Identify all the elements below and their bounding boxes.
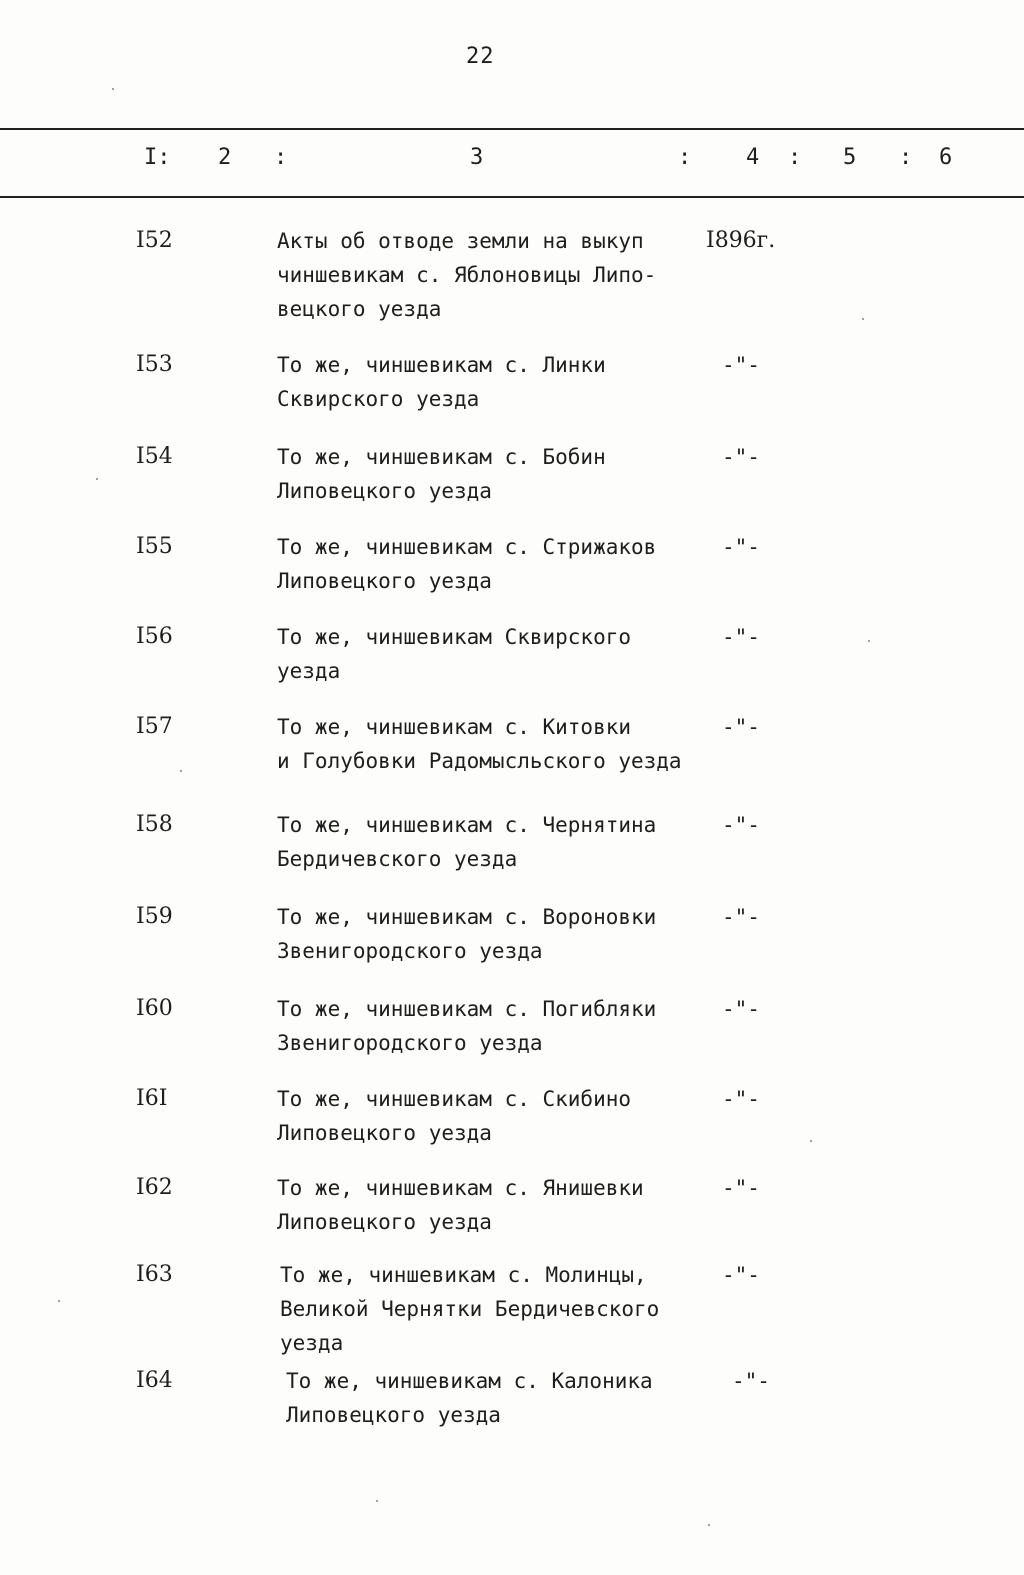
item-description: То же, чиншевикам с. Вороновки Звенигородского уезда (277, 905, 657, 963)
item-number: I54 (136, 444, 173, 469)
header-bottom-rule (0, 196, 1024, 198)
item-date: -"- (722, 445, 760, 469)
item-description: То же, чиншевикам с. Бобин Липовецкого уезда (277, 445, 606, 503)
item-number: I55 (136, 534, 173, 559)
item-description: То же, чиншевикам с. Калоника Липовецкого уезда (286, 1369, 653, 1427)
page-number: 22 (466, 44, 495, 69)
header-col-6: 6 (939, 145, 953, 170)
scan-speck (112, 88, 114, 90)
item-date: -"- (722, 625, 760, 649)
item-date: -"- (722, 715, 760, 739)
header-col-4: 4 (746, 145, 760, 170)
item-number: I59 (136, 904, 173, 929)
header-separator: : (899, 145, 913, 170)
item-date: -"- (722, 1263, 760, 1287)
item-date: -"- (722, 535, 760, 559)
header-top-rule (0, 128, 1024, 130)
scan-speck (862, 318, 864, 320)
item-number: I56 (136, 624, 173, 649)
item-description: То же, чиншевикам с. Стрижаков Липовецкого уезда (277, 535, 657, 593)
item-number: I53 (136, 352, 173, 377)
item-number: I57 (136, 714, 173, 739)
item-number: I62 (136, 1175, 173, 1200)
item-description: То же, чиншевикам с. Скибино Липовецкого уезда (277, 1087, 632, 1145)
scan-speck (96, 478, 98, 480)
item-description: То же, чиншевикам Сквирского уезда (277, 625, 632, 683)
scan-speck (180, 770, 182, 772)
item-number: I58 (136, 812, 173, 837)
item-date: -"- (732, 1369, 770, 1393)
item-date: -"- (722, 1087, 760, 1111)
item-date: -"- (722, 813, 760, 837)
item-date: -"- (722, 353, 760, 377)
header-separator: : (678, 145, 692, 170)
scan-speck (708, 1524, 710, 1526)
item-number: I63 (136, 1262, 173, 1287)
item-number: I52 (136, 228, 173, 253)
header-separator: : (788, 145, 802, 170)
item-description: То же, чиншевикам с. Янишевки Липовецкого уезда (277, 1176, 644, 1234)
item-description: То же, чиншевикам с. Молинцы, Великой Чернятки Бердичевского уезда (280, 1263, 660, 1355)
item-date: -"- (722, 905, 760, 929)
scan-speck (810, 1140, 812, 1142)
header-col-2: 2 (218, 145, 232, 170)
scan-speck (868, 640, 870, 642)
item-description: То же, чиншевикам с. Китовки и Голубовки Радомысльского уезда (277, 715, 682, 773)
item-number: I60 (136, 996, 173, 1021)
scan-speck (58, 1300, 60, 1302)
item-description: То же, чиншевикам с. Чернятина Бердичевского уезда (277, 813, 657, 871)
item-description: То же, чиншевикам с. Погибляки Звенигородского уезда (277, 997, 657, 1055)
header-col-1: I: (144, 145, 171, 170)
item-number: I6I (136, 1086, 168, 1111)
scan-speck (376, 1500, 378, 1502)
item-description: Акты об отводе земли на выкуп чиншевикам с. Яблоновицы Липо- вецкого уезда (277, 229, 657, 321)
item-date: -"- (722, 1176, 760, 1200)
header-col-5: 5 (843, 145, 857, 170)
item-date: -"- (722, 997, 760, 1021)
header-separator: : (274, 145, 288, 170)
header-col-3: 3 (470, 145, 484, 170)
item-number: I64 (136, 1368, 173, 1393)
item-date: I896г. (706, 228, 776, 253)
item-description: То же, чиншевикам с. Линки Сквирского уезда (277, 353, 606, 411)
